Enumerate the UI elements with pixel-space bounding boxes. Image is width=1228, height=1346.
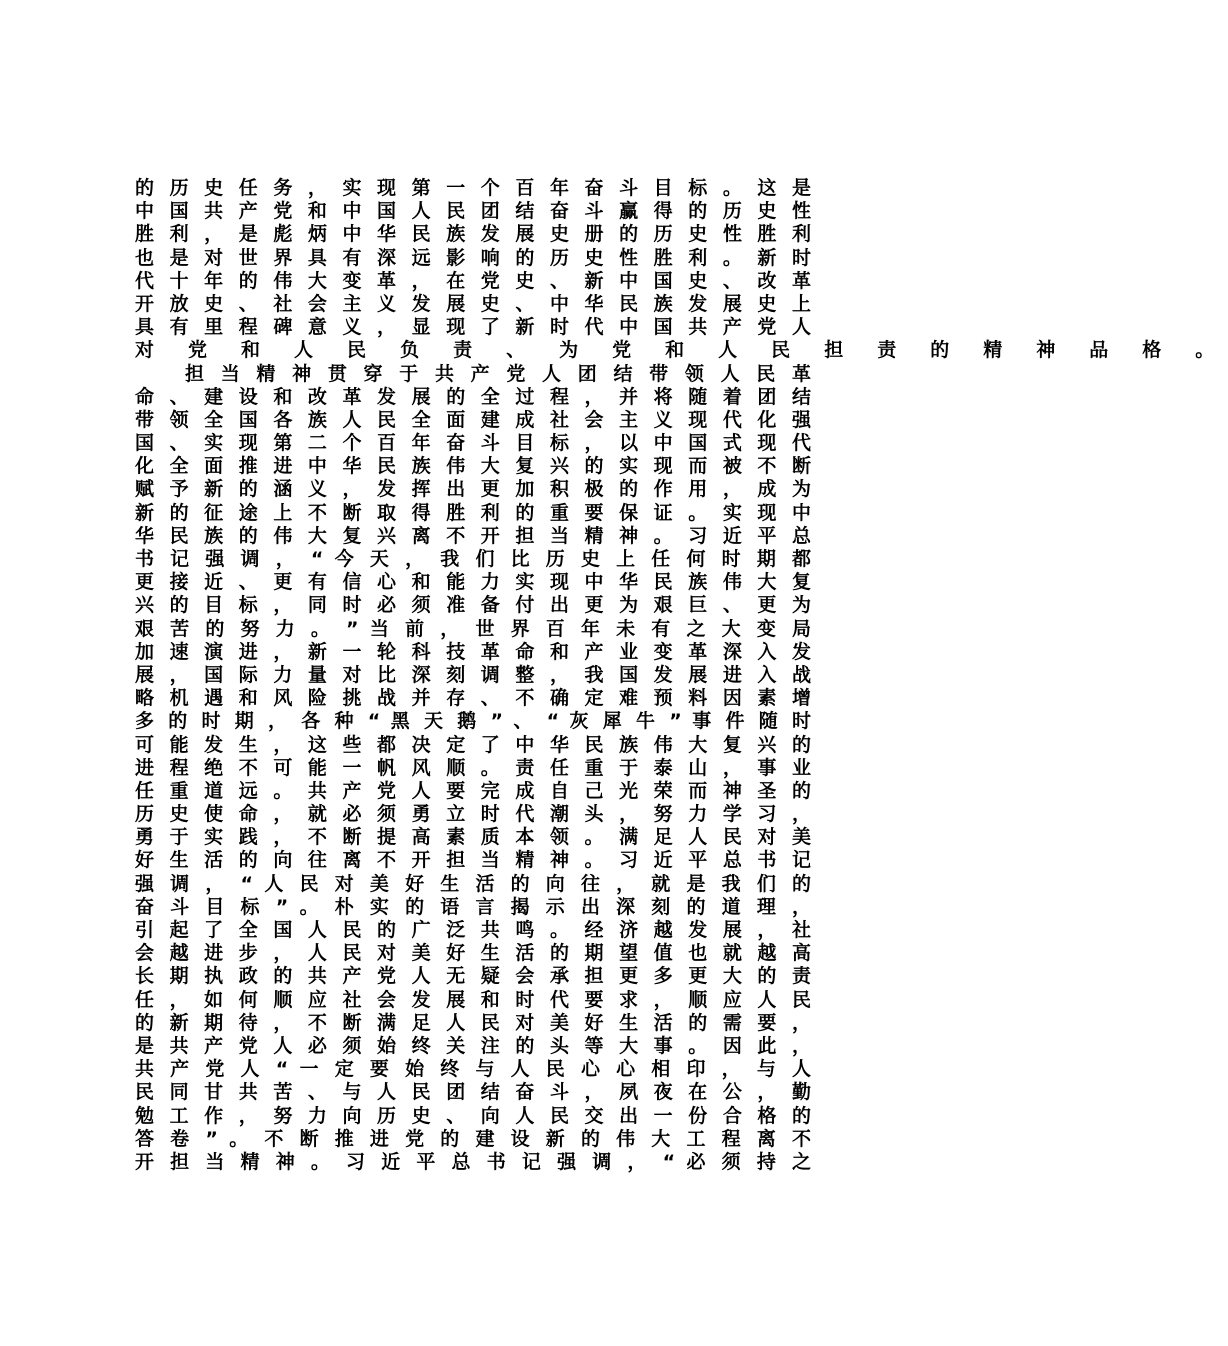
text-line: 命 、 建 设 和 改 革 发 展 的 全 过 程 ， 并 将 随 着 团 结	[135, 385, 811, 408]
text-line: 代 十 年 的 伟 大 变 革 ， 在 党 史 、 新 中 国 史 、 改 革	[135, 269, 811, 292]
text-line: 书 记 强 调 ， “ 今 天 ， 我 们 比 历 史 上 任 何 时 期 都	[135, 548, 811, 570]
text-line: 也 是 对 世 界 具 有 深 远 影 响 的 历 史 性 胜 利 。 新 时	[135, 246, 811, 269]
text-line: 开 放 史 、 社 会 主 义 发 展 史 、 中 华 民 族 发 展 史 上	[135, 292, 811, 315]
text-line: 的 历 史 任 务 ， 实 现 第 一 个 百 年 奋 斗 目 标 。 这 是	[135, 177, 811, 199]
text-line: 任 重 道 远 。 共 产 党 人 要 完 成 自 己 光 荣 而 神 圣 的	[135, 779, 811, 802]
text-line: 展 ， 国 际 力 量 对 比 深 刻 调 整 ， 我 国 发 展 进 入 战	[135, 663, 811, 686]
text-line: 会 越 进 步 ， 人 民 对 美 好 生 活 的 期 望 值 也 就 越 高	[135, 942, 811, 965]
text-line: 是 共 产 党 人 必 须 始 终 关 注 的 头 等 大 事 。 因 此 ，	[135, 1034, 811, 1057]
text-line: 共 产 党 人 “ 一 定 要 始 终 与 人 民 心 心 相 印 ， 与 人	[135, 1058, 811, 1081]
text-line: 进 程 绝 不 可 能 一 帆 风 顺 。 责 任 重 于 泰 山 ， 事 业	[135, 756, 811, 779]
text-line: 带 领 全 国 各 族 人 民 全 面 建 成 社 会 主 义 现 代 化 强	[135, 408, 811, 431]
text-line: 奋 斗 目 标 ” 。 朴 实 的 语 言 揭 示 出 深 刻 的 道 理 ，	[135, 895, 811, 918]
text-line: 的 新 期 待 ， 不 断 满 足 人 民 对 美 好 生 活 的 需 要 ，	[135, 1011, 811, 1034]
text-line: 勉 工 作 ， 努 力 向 历 史 、 向 人 民 交 出 一 份 合 格 的	[135, 1104, 811, 1127]
text-line: 对 党 和 人 民 负 责 、 为 党 和 人 民 担 责 的 精 神 品 格 。	[135, 339, 1228, 362]
text-line: 华 民 族 的 伟 大 复 兴 离 不 开 担 当 精 神 。 习 近 平 总	[135, 524, 811, 547]
text-line: 兴 的 目 标 ， 同 时 必 须 准 备 付 出 更 为 艰 巨 、 更 为	[135, 594, 811, 617]
text-line: 中 国 共 产 党 和 中 国 人 民 团 结 奋 斗 赢 得 的 历 史 性	[135, 200, 811, 223]
text-line: 历 史 使 命 ， 就 必 须 勇 立 时 代 潮 头 ， 努 力 学 习 ，	[135, 803, 811, 826]
text-line: 赋 予 新 的 涵 义 ， 发 挥 出 更 加 积 极 的 作 用 ， 成 为	[135, 478, 811, 501]
text-line: 国 、 实 现 第 二 个 百 年 奋 斗 目 标 ， 以 中 国 式 现 代	[135, 432, 811, 455]
text-line: 引 起 了 全 国 人 民 的 广 泛 共 鸣 。 经 济 越 发 展 ， 社	[135, 919, 811, 941]
text-line: 加 速 演 进 ， 新 一 轮 科 技 革 命 和 产 业 变 革 深 入 发	[135, 640, 811, 663]
body-text	[135, 177, 1228, 1174]
text-line: 多 的 时 期 ， 各 种 “ 黑 天 鹅 ” 、 “ 灰 犀 牛 ” 事 件 随 时	[135, 710, 811, 733]
text-line: 长 期 执 政 的 共 产 党 人 无 疑 会 承 担 更 多 更 大 的 责	[135, 965, 811, 988]
text-line: 答 卷 ” 。 不 断 推 进 党 的 建 设 新 的 伟 大 工 程 离 不	[135, 1127, 811, 1150]
text-line: 胜 利 ， 是 彪 炳 中 华 民 族 发 展 史 册 的 历 史 性 胜 利	[135, 223, 811, 246]
text-line: 更 接 近 、 更 有 信 心 和 能 力 实 现 中 华 民 族 伟 大 复	[135, 571, 811, 594]
text-line: 强 调 ， “ 人 民 对 美 好 生 活 的 向 往 ， 就 是 我 们 的	[135, 872, 811, 895]
text-line: 民 同 甘 共 苦 、 与 人 民 团 结 奋 斗 ， 夙 夜 在 公 ， 勤	[135, 1081, 811, 1104]
text-line: 具 有 里 程 碑 意 义 ， 显 现 了 新 时 代 中 国 共 产 党 人	[135, 316, 811, 339]
text-line: 开 担 当 精 神 。 习 近 平 总 书 记 强 调 ， “ 必 须 持 之	[135, 1150, 811, 1173]
text-line: 略 机 遇 和 风 险 挑 战 并 存 、 不 确 定 难 预 料 因 素 增	[135, 687, 811, 710]
text-line: 好 生 活 的 向 往 离 不 开 担 当 精 神 。 习 近 平 总 书 记	[135, 849, 811, 872]
text-line: 可 能 发 生 ， 这 些 都 决 定 了 中 华 民 族 伟 大 复 兴 的	[135, 733, 811, 756]
paragraph-first-line: 担 当 精 神 贯 穿 于 共 产 党 人 团 结 带 领 人 民 革	[185, 362, 811, 385]
text-line: 新 的 征 途 上 不 断 取 得 胜 利 的 重 要 保 证 。 实 现 中	[135, 501, 811, 524]
text-line: 任 ， 如 何 顺 应 社 会 发 展 和 时 代 要 求 ， 顺 应 人 民	[135, 988, 811, 1011]
text-line: 艰 苦 的 努 力 。 ” 当 前 ， 世 界 百 年 未 有 之 大 变 局	[135, 617, 811, 640]
text-line: 化 全 面 推 进 中 华 民 族 伟 大 复 兴 的 实 现 而 被 不 断	[135, 455, 811, 478]
text-line: 勇 于 实 践 ， 不 断 提 高 素 质 本 领 。 满 足 人 民 对 美	[135, 826, 811, 849]
